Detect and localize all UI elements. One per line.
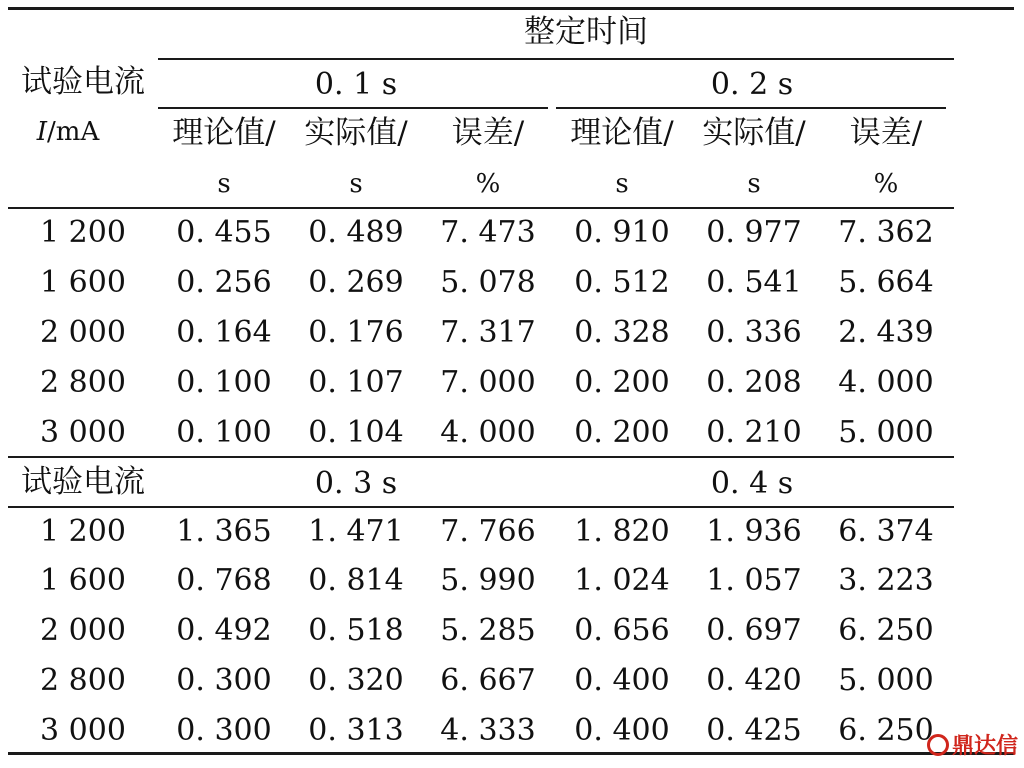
- sub-header-line1: 理论值/: [570, 115, 674, 151]
- table-cell: 0. 100: [176, 365, 272, 400]
- table-cell: 5. 664: [838, 265, 934, 300]
- table-cell: 5. 000: [838, 415, 934, 450]
- table-cell: 1 200: [40, 514, 126, 549]
- table-cell: 7. 000: [440, 365, 536, 400]
- table-cell: 0. 489: [308, 215, 404, 250]
- table-cell: 1. 365: [176, 514, 272, 549]
- sub-header-unit: s: [217, 169, 231, 199]
- table-cell: 1 600: [40, 563, 126, 598]
- table-cell: 0. 269: [308, 265, 404, 300]
- section2-current-label: 试验电流: [21, 464, 145, 500]
- table-cell: 2 800: [40, 663, 126, 698]
- table-cell: 0. 814: [308, 563, 404, 598]
- current-unit-label: I/mA: [36, 117, 100, 147]
- table-cell: 0. 977: [706, 215, 802, 250]
- table-cell: 0. 512: [574, 265, 670, 300]
- setting-a-label: 0. 1 s: [314, 67, 398, 102]
- table-cell: 0. 400: [574, 663, 670, 698]
- table-cell: 4. 000: [838, 365, 934, 400]
- table-cell: 0. 300: [176, 663, 272, 698]
- table-cell: 5. 000: [838, 663, 934, 698]
- table-cell: 0. 200: [574, 415, 670, 450]
- table-cell: 7. 473: [440, 215, 536, 250]
- sub-header-line1: 实际值/: [304, 115, 408, 151]
- table-cell: 0. 328: [574, 315, 670, 350]
- table-cell: 0. 420: [706, 663, 802, 698]
- table-cell: 3. 223: [838, 563, 934, 598]
- table-cell: 5. 078: [440, 265, 536, 300]
- setting-b-label: 0. 2 s: [710, 67, 794, 102]
- sub-header-line1: 误差/: [451, 115, 525, 151]
- table-cell: 7. 362: [838, 215, 934, 250]
- sub-header-unit: s: [349, 169, 363, 199]
- table-cell: 0. 697: [706, 613, 802, 648]
- table-cell: 0. 656: [574, 613, 670, 648]
- table-cell: 0. 208: [706, 365, 802, 400]
- table-cell: 3 000: [40, 415, 126, 450]
- table-cell: 2. 439: [838, 315, 934, 350]
- table-cell: 0. 210: [706, 415, 802, 450]
- table-cell: 4. 000: [440, 415, 536, 450]
- current-label: 试验电流: [21, 64, 145, 100]
- table-cell: 0. 313: [308, 713, 404, 748]
- table-cell: 1. 936: [706, 514, 802, 549]
- sub-header-unit: %: [475, 169, 501, 199]
- logo-icon: [927, 734, 949, 756]
- table-cell: 1. 820: [574, 514, 670, 549]
- sub-header-unit: s: [615, 169, 629, 199]
- table-cell: 0. 107: [308, 365, 404, 400]
- table-cell: 5. 285: [440, 613, 536, 648]
- table-cell: 0. 100: [176, 415, 272, 450]
- table-cell: 6. 250: [838, 613, 934, 648]
- table-cell: 5. 990: [440, 563, 536, 598]
- table-cell: 1. 024: [574, 563, 670, 598]
- table-cell: 0. 492: [176, 613, 272, 648]
- table-cell: 0. 104: [308, 415, 404, 450]
- sub-header-line1: 理论值/: [172, 115, 276, 151]
- table-cell: 7. 766: [440, 514, 536, 549]
- watermark-text: 鼎达信: [951, 734, 1018, 759]
- sub-header-line1: 实际值/: [702, 115, 806, 151]
- table-cell: 2 000: [40, 315, 126, 350]
- setting-c-label: 0. 3 s: [314, 466, 398, 501]
- table-cell: 0. 320: [308, 663, 404, 698]
- section2-top-rule: [8, 456, 954, 458]
- table-cell: 0. 400: [574, 713, 670, 748]
- group-rule: [158, 58, 954, 60]
- top-rule: [8, 7, 1014, 10]
- setting-d-label: 0. 4 s: [710, 466, 794, 501]
- table-cell: 1. 471: [308, 514, 404, 549]
- sub-header-unit: s: [747, 169, 761, 199]
- setting-b-rule: [556, 107, 946, 109]
- sub-header-unit: %: [873, 169, 899, 199]
- table-cell: 0. 300: [176, 713, 272, 748]
- table-cell: 1 600: [40, 265, 126, 300]
- setting-a-rule: [158, 107, 548, 109]
- table-cell: 6. 250: [838, 713, 934, 748]
- table-cell: 0. 164: [176, 315, 272, 350]
- table-cell: 7. 317: [440, 315, 536, 350]
- table-cell: 6. 374: [838, 514, 934, 549]
- table-cell: 2 800: [40, 365, 126, 400]
- table-cell: 4. 333: [440, 713, 536, 748]
- table-cell: 0. 200: [574, 365, 670, 400]
- table-cell: 0. 518: [308, 613, 404, 648]
- table-cell: 0. 336: [706, 315, 802, 350]
- table-cell: 1. 057: [706, 563, 802, 598]
- table-cell: 3 000: [40, 713, 126, 748]
- table-cell: 0. 541: [706, 265, 802, 300]
- group-title: 整定时间: [524, 14, 648, 50]
- bottom-rule: [8, 752, 1014, 755]
- section2-header-bottom-rule: [8, 506, 954, 508]
- table-cell: 0. 455: [176, 215, 272, 250]
- table-cell: 0. 425: [706, 713, 802, 748]
- header-bottom-rule: [8, 207, 954, 209]
- table-cell: 0. 176: [308, 315, 404, 350]
- watermark: [927, 729, 1018, 760]
- sub-header-line1: 误差/: [849, 115, 923, 151]
- table-cell: 2 000: [40, 613, 126, 648]
- table-cell: 1 200: [40, 215, 126, 250]
- table-cell: 6. 667: [440, 663, 536, 698]
- table-cell: 0. 256: [176, 265, 272, 300]
- table-cell: 0. 768: [176, 563, 272, 598]
- table-cell: 0. 910: [574, 215, 670, 250]
